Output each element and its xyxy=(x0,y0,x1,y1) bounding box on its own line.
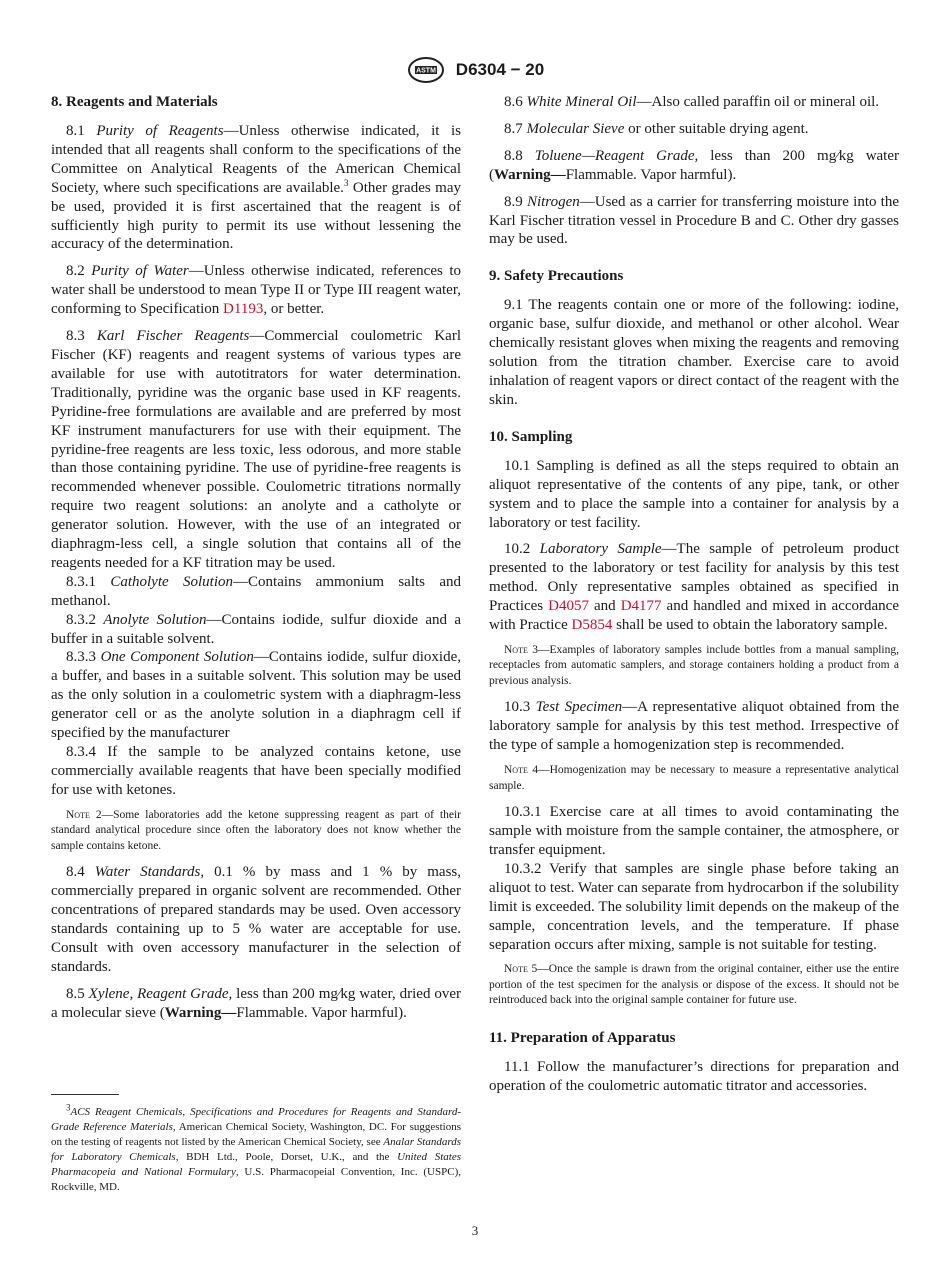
paragraph-8-5: 8.5 Xylene, Reagent Grade, less than 200 mg⁄kg water, dried over a molecular sieve (Warning—Flammable. Vapor harmful). xyxy=(51,985,462,1021)
paragraph-9-1: 9.1 The reagents contain one or more of the following: iodine, organic base, sulfur dioxide, and methanol or other alcohol. Wear chemically resistant gloves when mixing the reagents and removing solution from the titration chamber. Exercise care to avoid inhalation of reagent vapors or direct contact of the reagent with the skin. xyxy=(489,297,899,408)
note-3: Note 3—Examples of laboratory samples include bottles from a manual sampling, receptacles from automatic samplers, and storage containers holding a product from a previous analysis. xyxy=(489,643,899,687)
paragraph-8-9: 8.9 Nitrogen—Used as a carrier for transferring moisture into the Karl Fischer titration vessel in Procedure B and C. Other dry gasses may be used. xyxy=(489,193,900,248)
svg-text:ASTM: ASTM xyxy=(415,67,436,75)
paragraph-10-3: 10.3 Test Specimen—A representative aliquot obtained from the laboratory sample for analysis by this test method. Irrespective of the type of sample a homogenization step is recommended. xyxy=(489,699,899,754)
paragraph-8-7: 8.7 Molecular Sieve or other suitable drying agent. xyxy=(504,120,809,137)
section-heading: 11. Preparation of Apparatus xyxy=(489,1029,676,1046)
left-column xyxy=(51,93,461,1022)
standard-link[interactable]: D4057 xyxy=(548,598,589,615)
footnote-divider xyxy=(51,1094,119,1095)
right-column xyxy=(489,93,899,1096)
section-heading: 9. Safety Precautions xyxy=(489,268,624,285)
page-number: 3 xyxy=(471,1223,479,1238)
paragraph-8-2: 8.2 Purity of Water—Unless otherwise indicated, references to water shall be understood to mean Type II or Type III reagent water, conforming to Specification D1193, or better. xyxy=(51,263,461,318)
paragraph-8-3-1: 8.3.1 Catholyte Solution—Contains ammonium salts and methanol. xyxy=(51,573,462,609)
section-heading: 8. Reagents and Materials xyxy=(51,94,218,110)
paragraph-8-4: 8.4 Water Standards, 0.1 % by mass and 1 % by mass, commercially prepared in organic solvent are recommended. Other concentrations of prepared standards may be used. Oven accessory standards containing up to 5 % water are acceptable for use. Consult with oven accessory manufacturer in the selection of standards. xyxy=(51,864,461,975)
paragraph-10-3-1: 10.3.1 Exercise care at all times to avoid contaminating the sample with moisture from the sample container, the atmosphere, or transfer equipment. xyxy=(489,804,899,858)
standard-designation: D6304 − 20 xyxy=(455,60,545,79)
paragraph-8-3-2: 8.3.2 Anolyte Solution—Contains iodide, sulfur dioxide and a buffer in a suitable solvent. xyxy=(51,611,461,647)
paragraph-10-3-2: 10.3.2 Verify that samples are single phase before taking an aliquot to test. Water can separate from hydrocarbon if the solubility limit is exceeded. The solubility limit depends on the makeup of the sample, concentration levels, and the temperature. If phase separation occurs after mixing, sample is not suitable for testing. xyxy=(489,860,899,953)
note-5: Note 5—Once the sample is drawn from the original container, either use the entire portion of the test specimen for the analysis or dispose of the excess. It should not be reintroduced back into the original sample container for future use. xyxy=(489,963,899,1007)
section-heading: 10. Sampling xyxy=(489,428,573,445)
page-header xyxy=(0,57,950,83)
astm-logo-icon xyxy=(406,57,446,83)
standard-link[interactable]: D1193 xyxy=(223,301,264,318)
paragraph-8-6: 8.6 White Mineral Oil—Also called paraffin oil or mineral oil. xyxy=(504,94,880,110)
paragraph-10-1: 10.1 Sampling is defined as all the steps required to obtain an aliquot representative of the contents of any pipe, tank, or other system and to place the sample into a container for analysis by a laboratory or test facility. xyxy=(489,457,899,531)
paragraph-8-3-4: 8.3.4 If the sample to be analyzed contains ketone, use commercially available reagents that have been specially modified for use with ketones. xyxy=(51,744,461,798)
standard-link[interactable]: D4177 xyxy=(620,598,662,615)
paragraph-11-1: 11.1 Follow the manufacturer’s directions for preparation and operation of the coulometric automatic titrator and accessories. xyxy=(489,1058,899,1094)
paragraph-8-1: 8.1 Purity of Reagents—Unless otherwise indicated, it is intended that all reagents shall conform to the specifications of the Committee on Analytical Reagents of the American Chemical Society, where such specifications are available.$^3$ Other grades may be used, provided it is first ascertained that the reagent is of sufficiently high purity to permit its use without lessening the accuracy of the determination. xyxy=(51,123,462,253)
footnote: $^3$ACS Reagent Chemicals, Specifications and Procedures for Reagents and Standard-Grade Reference Materials, American Chemical Society, Washington, DC. For suggestions on the testing of reagents not listed by the American Chemical Society, see Analar Standards for Laboratory Chemicals, BDH Ltd., Poole, Dorset, U.K., and the United States Pharmacopeia and National Formulary, U.S. Pharmacopeial Convention, Inc. (USPC), Rockville, MD. xyxy=(51,1102,461,1193)
paragraph-10-2: 10.2 Laboratory Sample—The sample of petroleum product presented to the laboratory or test facility for analysis by this test method. Only representative samples obtained as specified in Practices D4057 and D4177 and handled and mixed in accordance with Practice D5854 shall be used to obtain the laboratory sample. xyxy=(489,541,900,634)
note-2: Note 2—Some laboratories add the ketone suppressing reagent as part of their standard analytical procedure since often the laboratory does not know whether the sample contains ketone. xyxy=(51,808,461,852)
paragraph-8-3-3: 8.3.3 One Component Solution—Contains iodide, sulfur dioxide, a buffer, and bases in a suitable solvent. This solution may be used as the only solution in a coulometric system with a diaphragm-less generator cell or as the anolyte solution in a diaphragm cell if specified by the manufacturer xyxy=(51,649,461,742)
footnote-ref: 3 xyxy=(343,177,349,188)
paragraph-8-8: 8.8 Toluene—Reagent Grade, less than 200 mg⁄kg water (Warning—Flammable. Vapor harmful). xyxy=(489,147,900,183)
standard-link[interactable]: D5854 xyxy=(571,617,613,634)
paragraph-8-3: 8.3 Karl Fischer Reagents—Commercial coulometric Karl Fischer (KF) reagents and reagent systems of various types are available for use with autotitrators for water determination. Traditionally, pyridine was the organic base used in KF reagents. Pyridine-free formulations are available and are preferred by most KF instrument manufacturers for use with their equipment. The pyridine-free reagents are less toxic, less odorous, and more stable than those containing pyridine. The use of pyridine-free reagents is recommended whenever possible. Coulometric titrations normally require two reagent solutions: an anolyte and a catholyte or generator solution. However, with the use of an integrated or diaphragm-less cell, a single solution that contains all of the reagents needed for a KF titration may be used. xyxy=(51,328,462,571)
note-4: Note 4—Homogenization may be necessary to measure a representative analytical sample. xyxy=(489,764,899,792)
